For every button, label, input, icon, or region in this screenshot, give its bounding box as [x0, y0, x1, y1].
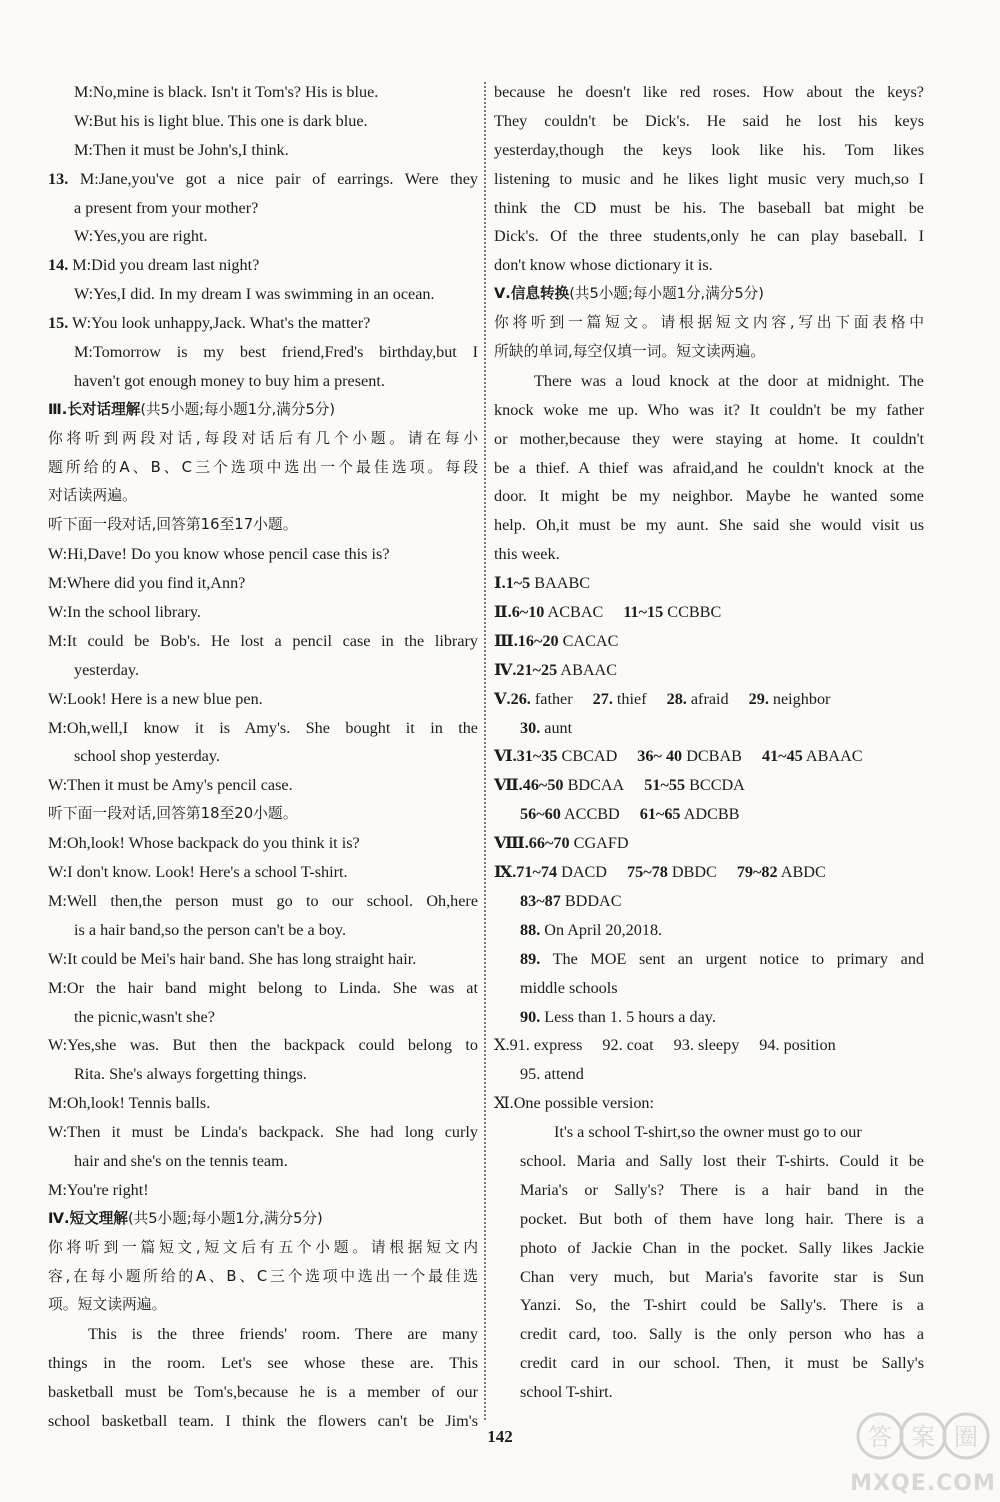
- essay-line: pocket. But both of them have long hair. There is a: [520, 1209, 924, 1228]
- answer-value: ABAAC: [805, 747, 863, 766]
- essay-line: Yanzi. So, the T-shirt could be Sally's. There is a: [520, 1296, 924, 1315]
- answer-line: 95. attend: [520, 1065, 584, 1084]
- text-line: W:But his is light blue. This one is dark blue.: [74, 111, 368, 130]
- dialog-line: M:You're right!: [48, 1180, 149, 1199]
- text-line: M:Tomorrow is my best friend,Fred's birthday,but I: [74, 343, 478, 362]
- dialog-text: M:Jane,you've got a nice pair of earrings. Were they: [79, 169, 478, 188]
- dialog-line: yesterday.: [74, 660, 140, 679]
- answer-label: Ⅲ.16~20: [494, 631, 559, 650]
- svg-text:案: 案: [911, 1423, 935, 1451]
- answer-value: BCCDA: [689, 776, 745, 795]
- dialog-line: W:It could be Mei's hair band. She has long straight hair.: [48, 949, 417, 968]
- answer-line: [494, 714, 924, 743]
- answer-line: [494, 887, 924, 916]
- dialog-line: school shop yesterday.: [74, 747, 220, 766]
- instruction-line: 项。短文读两遍。: [48, 1296, 167, 1314]
- answer-value: 94. position: [759, 1036, 836, 1055]
- passage-line: help. Oh,it must be my aunt. She said she would visit us: [494, 516, 924, 535]
- answer-label: 41~45: [761, 747, 803, 766]
- answer-label: 90.: [520, 1007, 541, 1026]
- answer-value: DACD: [561, 863, 607, 882]
- answer-value: afraid: [690, 689, 729, 708]
- answer-line: [494, 829, 924, 858]
- svg-text:圈: 圈: [954, 1423, 978, 1451]
- answer-label: Ⅵ.31~35: [494, 747, 558, 766]
- essay-line: Maria's or Sally's? There is a hair band in the: [520, 1180, 924, 1199]
- essay-heading: [494, 1089, 924, 1118]
- column-divider: [484, 82, 486, 1420]
- text-line: M:Then it must be John's,I think.: [74, 140, 289, 159]
- passage-line: This is the three friends' room. There are many: [88, 1325, 478, 1344]
- dialog-line: M:Where did you find it,Ann?: [48, 574, 246, 593]
- text-line: W:Yes,you are right.: [74, 227, 208, 246]
- answer-label: 56~60: [520, 805, 561, 824]
- answer-value: thief: [616, 689, 647, 708]
- dialog-text: W:You look unhappy,Jack. What's the matter?: [72, 314, 371, 333]
- svg-text:MXQE.COM: MXQE.COM: [850, 1471, 996, 1496]
- answer-value: neighbor: [772, 689, 831, 708]
- answer-value: 93. sleepy: [673, 1036, 740, 1055]
- right-column: [494, 78, 924, 1407]
- page-number: 142: [487, 1427, 513, 1446]
- answer-line: [494, 598, 924, 627]
- watermark-logo: [848, 1398, 998, 1498]
- answer-label: Ⅴ.26.: [494, 689, 531, 708]
- dialog-line: M:Oh,look! Whose backpack do you think it is?: [48, 834, 360, 853]
- dialog-line: Rita. She's always forgetting things.: [74, 1065, 307, 1084]
- question-13-line: [48, 165, 478, 194]
- answer-label: 61~65: [639, 805, 681, 824]
- essay-line: credit card in our school. Then, it must be Sally's: [520, 1354, 924, 1373]
- answer-label: 88.: [520, 920, 541, 939]
- answer-value: CBCAD: [561, 747, 618, 766]
- answer-value: The MOE sent an urgent notice to primary and: [552, 949, 924, 968]
- answer-line: [494, 685, 924, 714]
- instruction-line: 对话读两遍。: [48, 487, 137, 505]
- section-label: Ⅺ.: [494, 1094, 514, 1113]
- answer-line: [494, 656, 924, 685]
- answer-line: [494, 945, 924, 974]
- passage-line: basketball must be Tom's,because he is a member of our: [48, 1383, 478, 1402]
- passage-line: They couldn't be Dick's. He said he lost his keys: [494, 111, 924, 130]
- answer-line: [494, 916, 924, 945]
- dialog-line: W:Look! Here is a new blue pen.: [48, 689, 263, 708]
- passage-line: school basketball team. I think the flowers can't be Jim's: [48, 1411, 478, 1430]
- instruction-line: 你将听到一篇短文。请根据短文内容,写出下面表格中: [494, 314, 924, 332]
- answer-value: ACBAC: [547, 603, 604, 622]
- answer-label: Ⅰ.1~5: [494, 574, 531, 593]
- essay-line: photo of Jackie Chan in the pocket. Sally likes Jackie: [520, 1238, 924, 1257]
- passage-line: listening to music and he likes light music very much,so I: [494, 169, 924, 188]
- answer-value: DBDC: [671, 863, 717, 882]
- answer-line: [494, 1031, 924, 1060]
- answer-line: [494, 1003, 924, 1032]
- answer-label: 29.: [748, 689, 769, 708]
- section-3-heading: [48, 396, 478, 425]
- answer-label: 36~ 40: [637, 747, 683, 766]
- section-title: Ⅲ.长对话理解: [48, 400, 141, 418]
- section-score-note: (共5小题;每小题1分,满分5分): [127, 1209, 323, 1227]
- answer-label: Ⅱ.6~10: [494, 603, 545, 622]
- answer-value: BDCAA: [567, 776, 625, 795]
- answer-label: Ⅶ.46~50: [494, 776, 564, 795]
- answer-label: Ⅳ.21~25: [494, 660, 558, 679]
- dialog-line: M:Well then,the person must go to our school. Oh,here: [48, 891, 478, 910]
- essay-line: It's a school T-shirt,so the owner must go to our: [554, 1123, 862, 1142]
- answer-value: 92. coat: [602, 1036, 654, 1055]
- dialog-text: M:Did you dream last night?: [72, 256, 260, 275]
- passage-line: There was a loud knock at the door at midnight. The: [534, 371, 924, 390]
- text-line: M:No,mine is black. Isn't it Tom's? His is blue.: [74, 83, 379, 101]
- dialog-line: the picnic,wasn't she?: [74, 1007, 215, 1026]
- essay-title: One possible version:: [513, 1094, 655, 1113]
- dialog-line: W:Hi,Dave! Do you know whose pencil case this is?: [48, 545, 390, 564]
- section-title: Ⅳ.短文理解: [48, 1209, 128, 1227]
- dialog-intro: 听下面一段对话,回答第18至20小题。: [48, 805, 298, 823]
- passage-line: this week.: [494, 545, 560, 564]
- essay-line: credit card, too. Sally is the only person who has a: [520, 1325, 924, 1344]
- dialog-line: M:Oh,look! Tennis balls.: [48, 1094, 211, 1113]
- instruction-line: 你将听到两段对话,每段对话后有几个小题。请在每小: [48, 429, 478, 447]
- passage-line: be a thief. A thief was afraid,and he couldn't knock at the: [494, 458, 924, 477]
- answer-line: [494, 742, 924, 771]
- passage-line: Dick's. Of the three students,only he can play baseball. I: [494, 227, 924, 246]
- essay-line: Chan very much, but Maria's favorite star is Sun: [520, 1267, 924, 1286]
- answer-value: On April 20,2018.: [544, 920, 663, 939]
- answer-line: [494, 569, 924, 598]
- dialog-line: M:It could be Bob's. He lost a pencil case in the library: [48, 631, 478, 650]
- section-5-heading: [494, 280, 924, 309]
- question-number: 13.: [48, 169, 69, 188]
- answer-label: Ⅷ.66~70: [494, 834, 570, 853]
- answer-value: ADCBB: [683, 805, 740, 824]
- dialog-line: W:Then it must be Amy's pencil case.: [48, 776, 293, 795]
- answer-line: [494, 627, 924, 656]
- text-line: a present from your mother?: [74, 198, 259, 217]
- instruction-line: 你将听到一篇短文,短文后有五个小题。请根据短文内: [48, 1238, 478, 1256]
- dialog-line: M:Or the hair band might belong to Linda. She was at: [48, 978, 478, 997]
- text-line: haven't got enough money to buy him a present.: [74, 371, 385, 390]
- instruction-line: 容,在每小题所给的A、B、C三个选项中选出一个最佳选: [48, 1267, 478, 1285]
- instruction-line: 所缺的单词,每空仅填一词。短文读两遍。: [494, 343, 766, 361]
- answer-line: middle schools: [520, 978, 618, 997]
- answer-value: Less than 1. 5 hours a day.: [544, 1007, 716, 1026]
- answer-label: 11~15: [623, 603, 664, 622]
- question-15-line: [48, 309, 478, 338]
- passage-line: because he doesn't like red roses. How about the keys?: [494, 83, 924, 101]
- answer-label: 51~55: [644, 776, 686, 795]
- question-number: 14.: [48, 256, 69, 275]
- answer-value: ABAAC: [560, 660, 618, 679]
- passage-line: door. It might be my neighbor. Maybe he wanted some: [494, 487, 924, 506]
- essay-line: school T-shirt.: [520, 1383, 613, 1402]
- dialog-line: W:In the school library.: [48, 603, 201, 622]
- answer-label: 28.: [666, 689, 687, 708]
- essay-line: school. Maria and Sally lost their T-shirts. Could it be: [520, 1151, 924, 1170]
- passage-line: think the CD must be his. The baseball bat might be: [494, 198, 924, 217]
- question-14-line: [48, 251, 478, 280]
- dialog-line: is a hair band,so the person can't be a boy.: [74, 920, 347, 939]
- passage-line: yesterday,though the keys look like his. Tom likes: [494, 140, 924, 159]
- answer-value: father: [534, 689, 573, 708]
- section-score-note: (共5小题;每小题1分,满分5分): [569, 285, 764, 303]
- dialog-line: W:I don't know. Look! Here's a school T-shirt.: [48, 863, 348, 882]
- answer-label: Ⅹ.: [494, 1036, 510, 1055]
- answer-line: [494, 858, 924, 887]
- answer-label: 30.: [520, 718, 541, 737]
- answer-value: BDDAC: [564, 891, 622, 910]
- passage-line: things in the room. Let's see whose these are. This: [48, 1354, 478, 1373]
- answer-label: 83~87: [520, 891, 561, 910]
- answer-label: Ⅸ.71~74: [494, 863, 558, 882]
- svg-text:答: 答: [868, 1423, 892, 1451]
- dialog-line: W:Then it must be Linda's backpack. She had long curly: [48, 1123, 478, 1142]
- answer-value: CCBBC: [667, 603, 722, 622]
- question-number: 15.: [48, 314, 69, 333]
- answer-value: ACCBD: [563, 805, 620, 824]
- section-score-note: (共5小题;每小题1分,满分5分): [140, 400, 336, 418]
- dialog-line: W:Yes,she was. But then the backpack could belong to: [48, 1036, 478, 1055]
- dialog-intro: 听下面一段对话,回答第16至17小题。: [48, 516, 298, 534]
- left-column: [48, 78, 478, 1436]
- section-title: Ⅴ.信息转换: [494, 285, 570, 303]
- passage-line: knock woke me up. Who was it? It couldn't be my father: [494, 400, 924, 419]
- text-line: W:Yes,I did. In my dream I was swimming in an ocean.: [74, 285, 435, 304]
- answer-value: BAABC: [534, 574, 591, 593]
- answer-value: 91. express: [509, 1036, 583, 1055]
- answer-value: CGAFD: [573, 834, 629, 853]
- answer-label: 79~82: [736, 863, 778, 882]
- answer-line: [494, 771, 924, 800]
- answer-label: 27.: [592, 689, 613, 708]
- passage-line: don't know whose dictionary it is.: [494, 256, 713, 275]
- instruction-line: 题所给的A、B、C三个选项中选出一个最佳选项。每段: [48, 458, 478, 476]
- answer-value: CACAC: [562, 631, 619, 650]
- answer-label: 75~78: [627, 863, 668, 882]
- answer-line: [494, 800, 924, 829]
- answer-value: ABDC: [780, 863, 826, 882]
- dialog-line: hair and she's on the tennis team.: [74, 1151, 288, 1170]
- section-4-heading: [48, 1205, 478, 1234]
- dialog-line: M:Oh,well,I know it is Amy's. She bought it in the: [48, 718, 478, 737]
- answer-value: aunt: [544, 718, 573, 737]
- passage-line: or mother,because they were staying at home. It couldn't: [494, 429, 924, 448]
- answer-value: DCBAB: [686, 747, 742, 766]
- answer-label: 89.: [520, 949, 541, 968]
